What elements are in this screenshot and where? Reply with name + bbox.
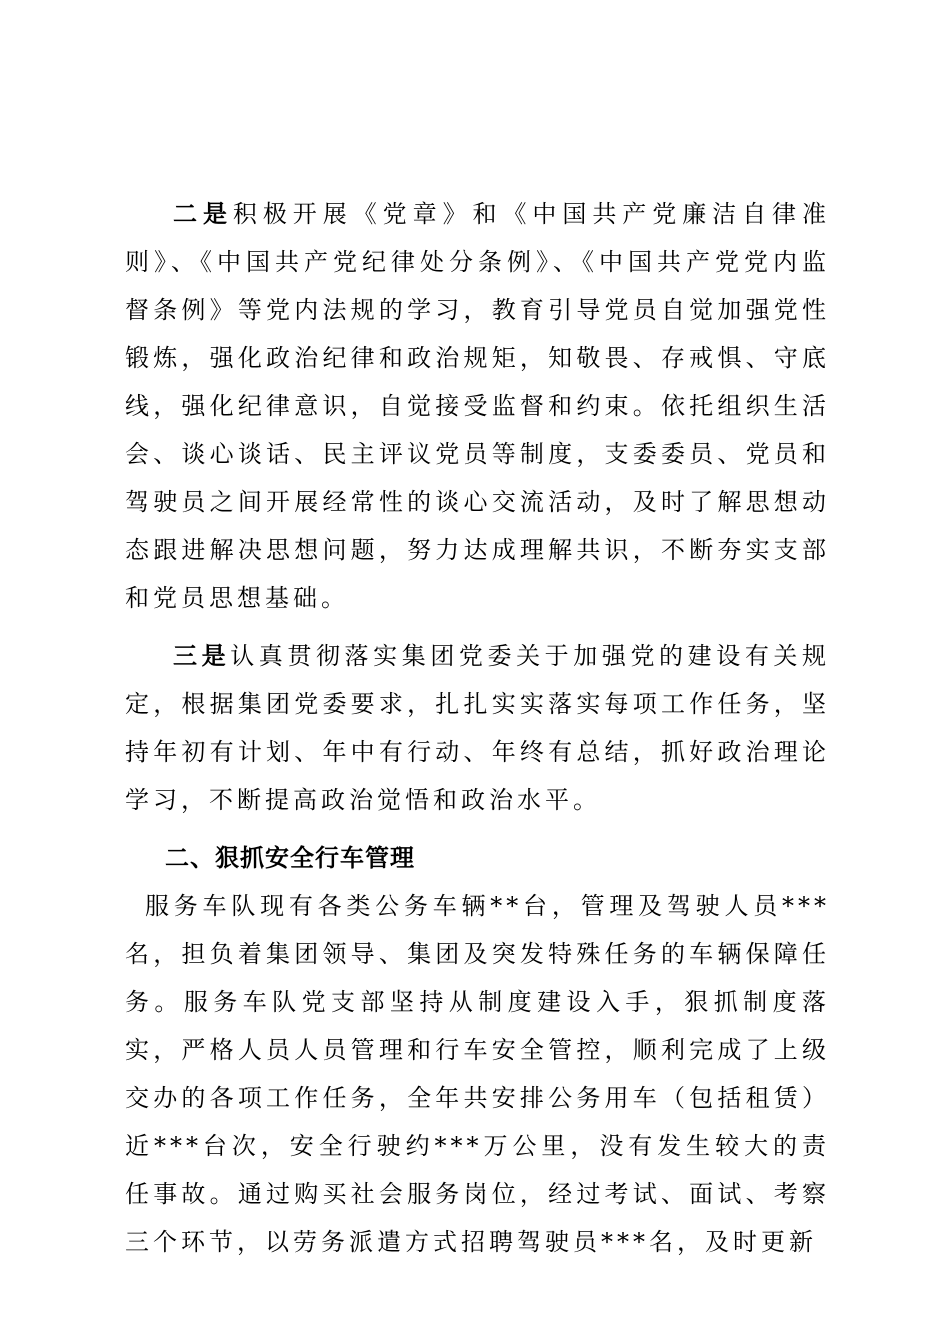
paragraph-text: 积极开展《党章》和《中国共产党廉洁自律准则》、《中国共产党纪律处分条例》、《中国共产党党内监督条例》等党内法规的学习，教育引导党员自觉加强党性锻炼，强化政治纪律和政治规矩，知敬畏、存戒惧、守底线，强化纪律意识，自觉接受监督和约束。依托组织生活会、谈心谈话、民主评议党员等制度，支委委员、党员和驾驶员之间开展经常性的谈心交流活动，及时了解思想动态跟进解决思想问题，努力达成理解共识，不断夯实支部和党员思想基础。 [125, 200, 830, 612]
paragraph-lead: 三是 [173, 642, 231, 670]
paragraph-lead: 二是 [173, 200, 233, 228]
section-heading: 二、狠抓安全行车管理 [165, 844, 415, 872]
section-body-paragraph: 服务车队现有各类公务车辆**台，管理及驾驶人员***名，担负着集团领导、集团及突发特殊任务的车辆保障任务。服务车队党支部坚持从制度建设入手，狠抓制度落实，严格人员人员管理和行车安全管控，顺利完成了上级交办的各项工作任务，全年共安排公务用车（包括租赁）近***台次，安全行驶约***万公里，没有发生较大的责任事故。通过购买社会服务岗位，经过考试、面试、考察三个环节，以劳务派遣方式招聘驾驶员***名，及时更新 [125, 892, 830, 1256]
paragraph-spacer [125, 824, 830, 834]
paragraph-spacer [125, 622, 830, 632]
paragraph-text: 认真贯彻落实集团党委关于加强党的建设有关规定，根据集团党委要求，扎扎实实落实每项工作任务，坚持年初有计划、年中有行动、年终有总结，抓好政治理论学习，不断提高政治觉悟和政治水平。 [125, 642, 831, 814]
paragraph-point-three [125, 632, 830, 824]
document-body [125, 190, 830, 1266]
paragraph-point-two [125, 190, 830, 622]
